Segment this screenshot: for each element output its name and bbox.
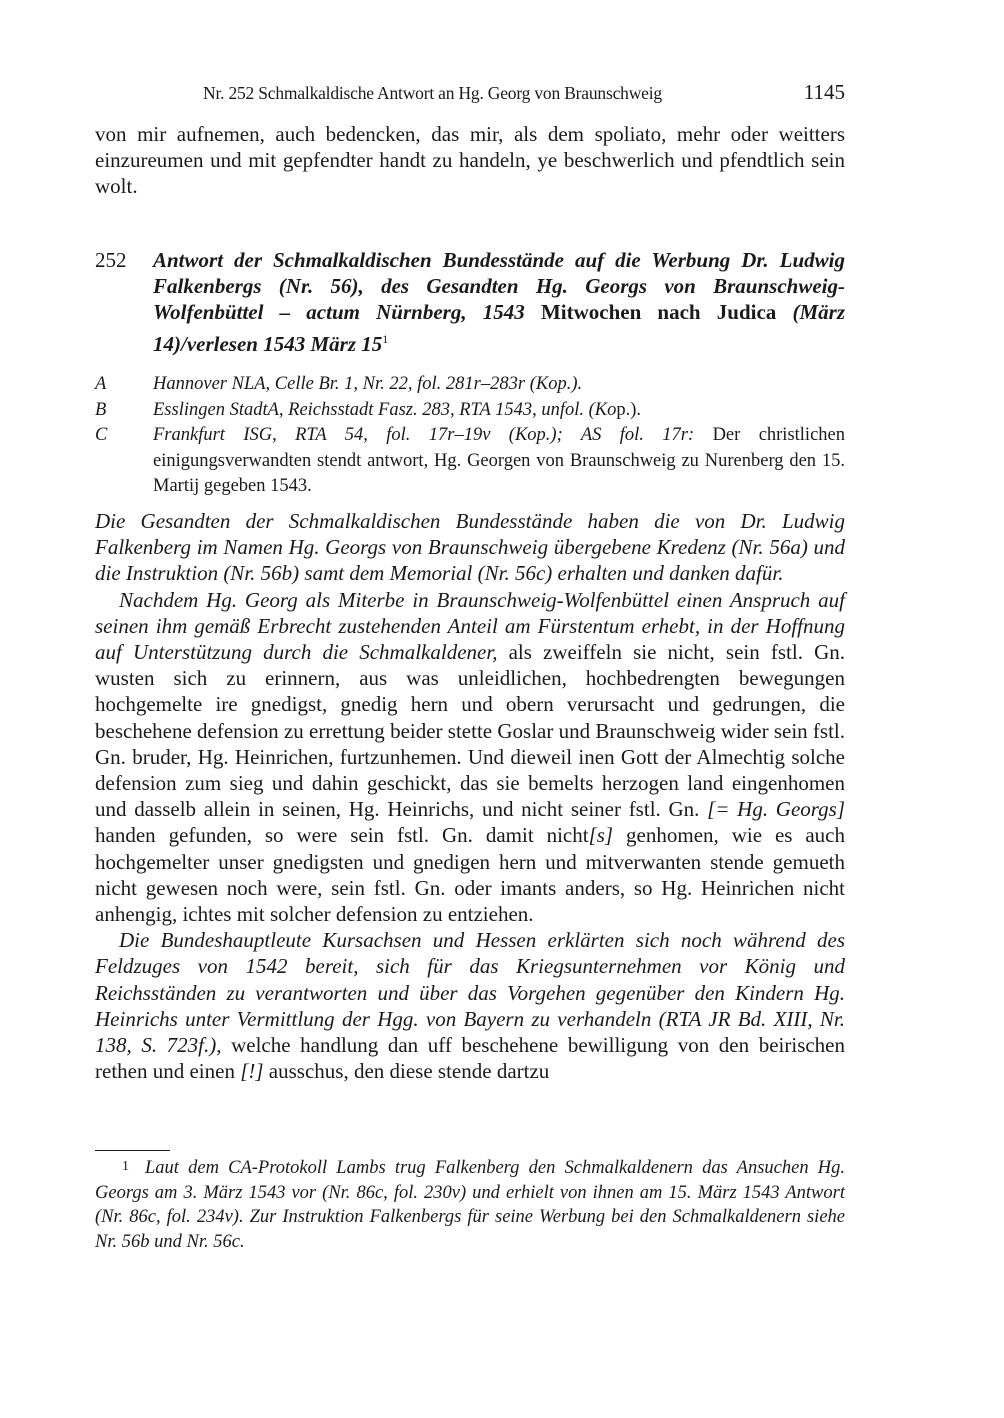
source-citation: Frankfurt ISG, RTA 54, fol. 17r–19v (Kop.); AS fol. 17r: [153, 425, 695, 445]
running-head-title: Nr. 252 Schmalkaldische Antwort an Hg. Georg von Braunschweig [203, 83, 662, 103]
continuation-paragraph: von mir aufnemen, auch bedencken, das mir, als dem spoliato, mehr oder weitters einzureumen und mit gepfendter handt zu handeln, ye beschwerlich und pfendtlich sein wolt. [95, 122, 845, 199]
entry-title [153, 247, 845, 357]
source-note: p.). [616, 399, 642, 420]
document-body [95, 508, 845, 1084]
page-number: 1145 [803, 80, 845, 104]
entry-heading [95, 247, 845, 357]
source-citation: Esslingen StadtA, Reichsstadt Fasz. 283, RTA 1543, unfol. (Ko [153, 399, 617, 420]
source-list [95, 372, 845, 500]
entry-title-date: Mitwochen nach Judica [524, 300, 793, 325]
source-text: als zweiffeln sie nicht, sein fstl. Gn. wusten sich zu erinnern, aus was unleidlichen, hochbedrengten bewegungen hochgemelte ire gnedigst, gnedig hern und obern verursacht und gedrungen, die beschehene defension zu errettung beider stette Goslar und Braunschweig wider sein fstl. Gn. bruder, Hg. Heinrichen, furtzunhemen. Und dieweil inen Gott der Almechtig solche defension zum sieg und dahin geschickt, das sie bemelts herzogen land eingenhomen und dasselb allein in seinen, Hg. Heinrichs, und nicht seiner fstl. Gn. [95, 640, 845, 822]
regest-text: Die Bundeshauptleute Kursachsen und Hessen erklärten sich noch während des Feldzuges von 1542 bereit, sich für das Kriegsunternehmen vor König und Reichsständen zu verantworten und über das Vorgehen gegenüber den Kindern Hg. Heinrichs unter Vermittlung der Hgg. von Bayern zu verhandeln (RTA JR Bd. XIII, Nr. 138, S. 723f.), [95, 928, 845, 1058]
source-citation: Hannover NLA, Celle Br. 1, Nr. 22, fol. 281r–283r (Kop.). [153, 374, 583, 394]
source-text: ausschus, den diese stende dartzu [263, 1059, 550, 1084]
source-item [95, 372, 845, 398]
regest-text: Die Gesandten der Schmalkaldischen Bundesstände haben die von Dr. Ludwig Falkenberg im Namen Hg. Georgs von Braunschweig übergebene Kredenz (Nr. 56a) und die Instruktion (Nr. 56b) samt dem Memorial (Nr. 56c) erhalten und danken dafür. [95, 509, 845, 586]
footnote-mark: 1 [122, 1159, 129, 1174]
entry-title-italic: Antwort der Schmalkaldischen Bundesstände auf die Werbung Dr. Ludwig Falkenbergs (Nr. 56), des Gesandten Hg. Georgs von Braunschweig-Wolfenbüttel – actum Nürnberg, 1543 [153, 248, 845, 325]
running-head [95, 80, 845, 108]
footnote-text: Laut dem CA-Protokoll Lambs trug Falkenberg den Schmalkaldenern das Ansuchen Hg. Georgs am 3. März 1543 vor (Nr. 86c, fol. 230v) und erhielt von ihnen am 15. März 1543 Antwort (Nr. 86c, fol. 234v). Zur Instruktion Falkenbergs für seine Werbung bei den Schmalkaldenern siehe Nr. 56b und Nr. 56c. [95, 1158, 845, 1252]
editorial-note: [s] [588, 823, 614, 848]
summary-paragraph-2 [95, 587, 845, 928]
editorial-note: [!] [240, 1059, 264, 1084]
source-item [95, 423, 845, 500]
summary-paragraph-3 [95, 927, 845, 1084]
source-siglum: A [95, 374, 107, 394]
source-text: genhomen, wie es auch hochgemelter unser gnedigsten und gnedigen hern und mitverwanten stende gemueth nicht gewesen noch were, sein fstl. Gn. oder imants anders, so Hg. Heinrichen nicht anhengig, ichtes mit solcher defension zu entziehen. [95, 823, 846, 927]
entry-title-italic-2: (März 14)/verlesen 1543 März 15 [153, 300, 845, 356]
source-text: handen gefunden, so were sein fstl. Gn. damit nicht [95, 823, 589, 848]
editorial-note: [= Hg. Georgs] [707, 797, 846, 822]
source-item [95, 398, 845, 424]
source-text: welche handlung dan uff beschehene bewilligung von den beirischen rethen und einen [95, 1033, 846, 1084]
source-siglum: B [95, 399, 107, 420]
footnote-reference[interactable]: 1 [382, 331, 389, 346]
regest-text: Nachdem Hg. Georg als Miterbe in Braunschweig-Wolfenbüttel einen Anspruch auf seinen ihm gemäß Erbrecht zustehenden Anteil am Fürstentum erhebt, in der Hoffnung auf Unterstützung durch die Schmalkaldener, [95, 587, 845, 665]
summary-paragraph-1 [95, 508, 845, 587]
entry-number: 252 [95, 248, 127, 272]
source-note: Der christlichen einigungsverwandten stendt antwort, Hg. Georgen von Braunschweig zu Nurenberg den 15. Martij gegeben 1543. [153, 425, 845, 496]
footnote [95, 1155, 845, 1254]
source-siglum: C [95, 425, 108, 445]
footnote-divider [95, 1150, 170, 1151]
